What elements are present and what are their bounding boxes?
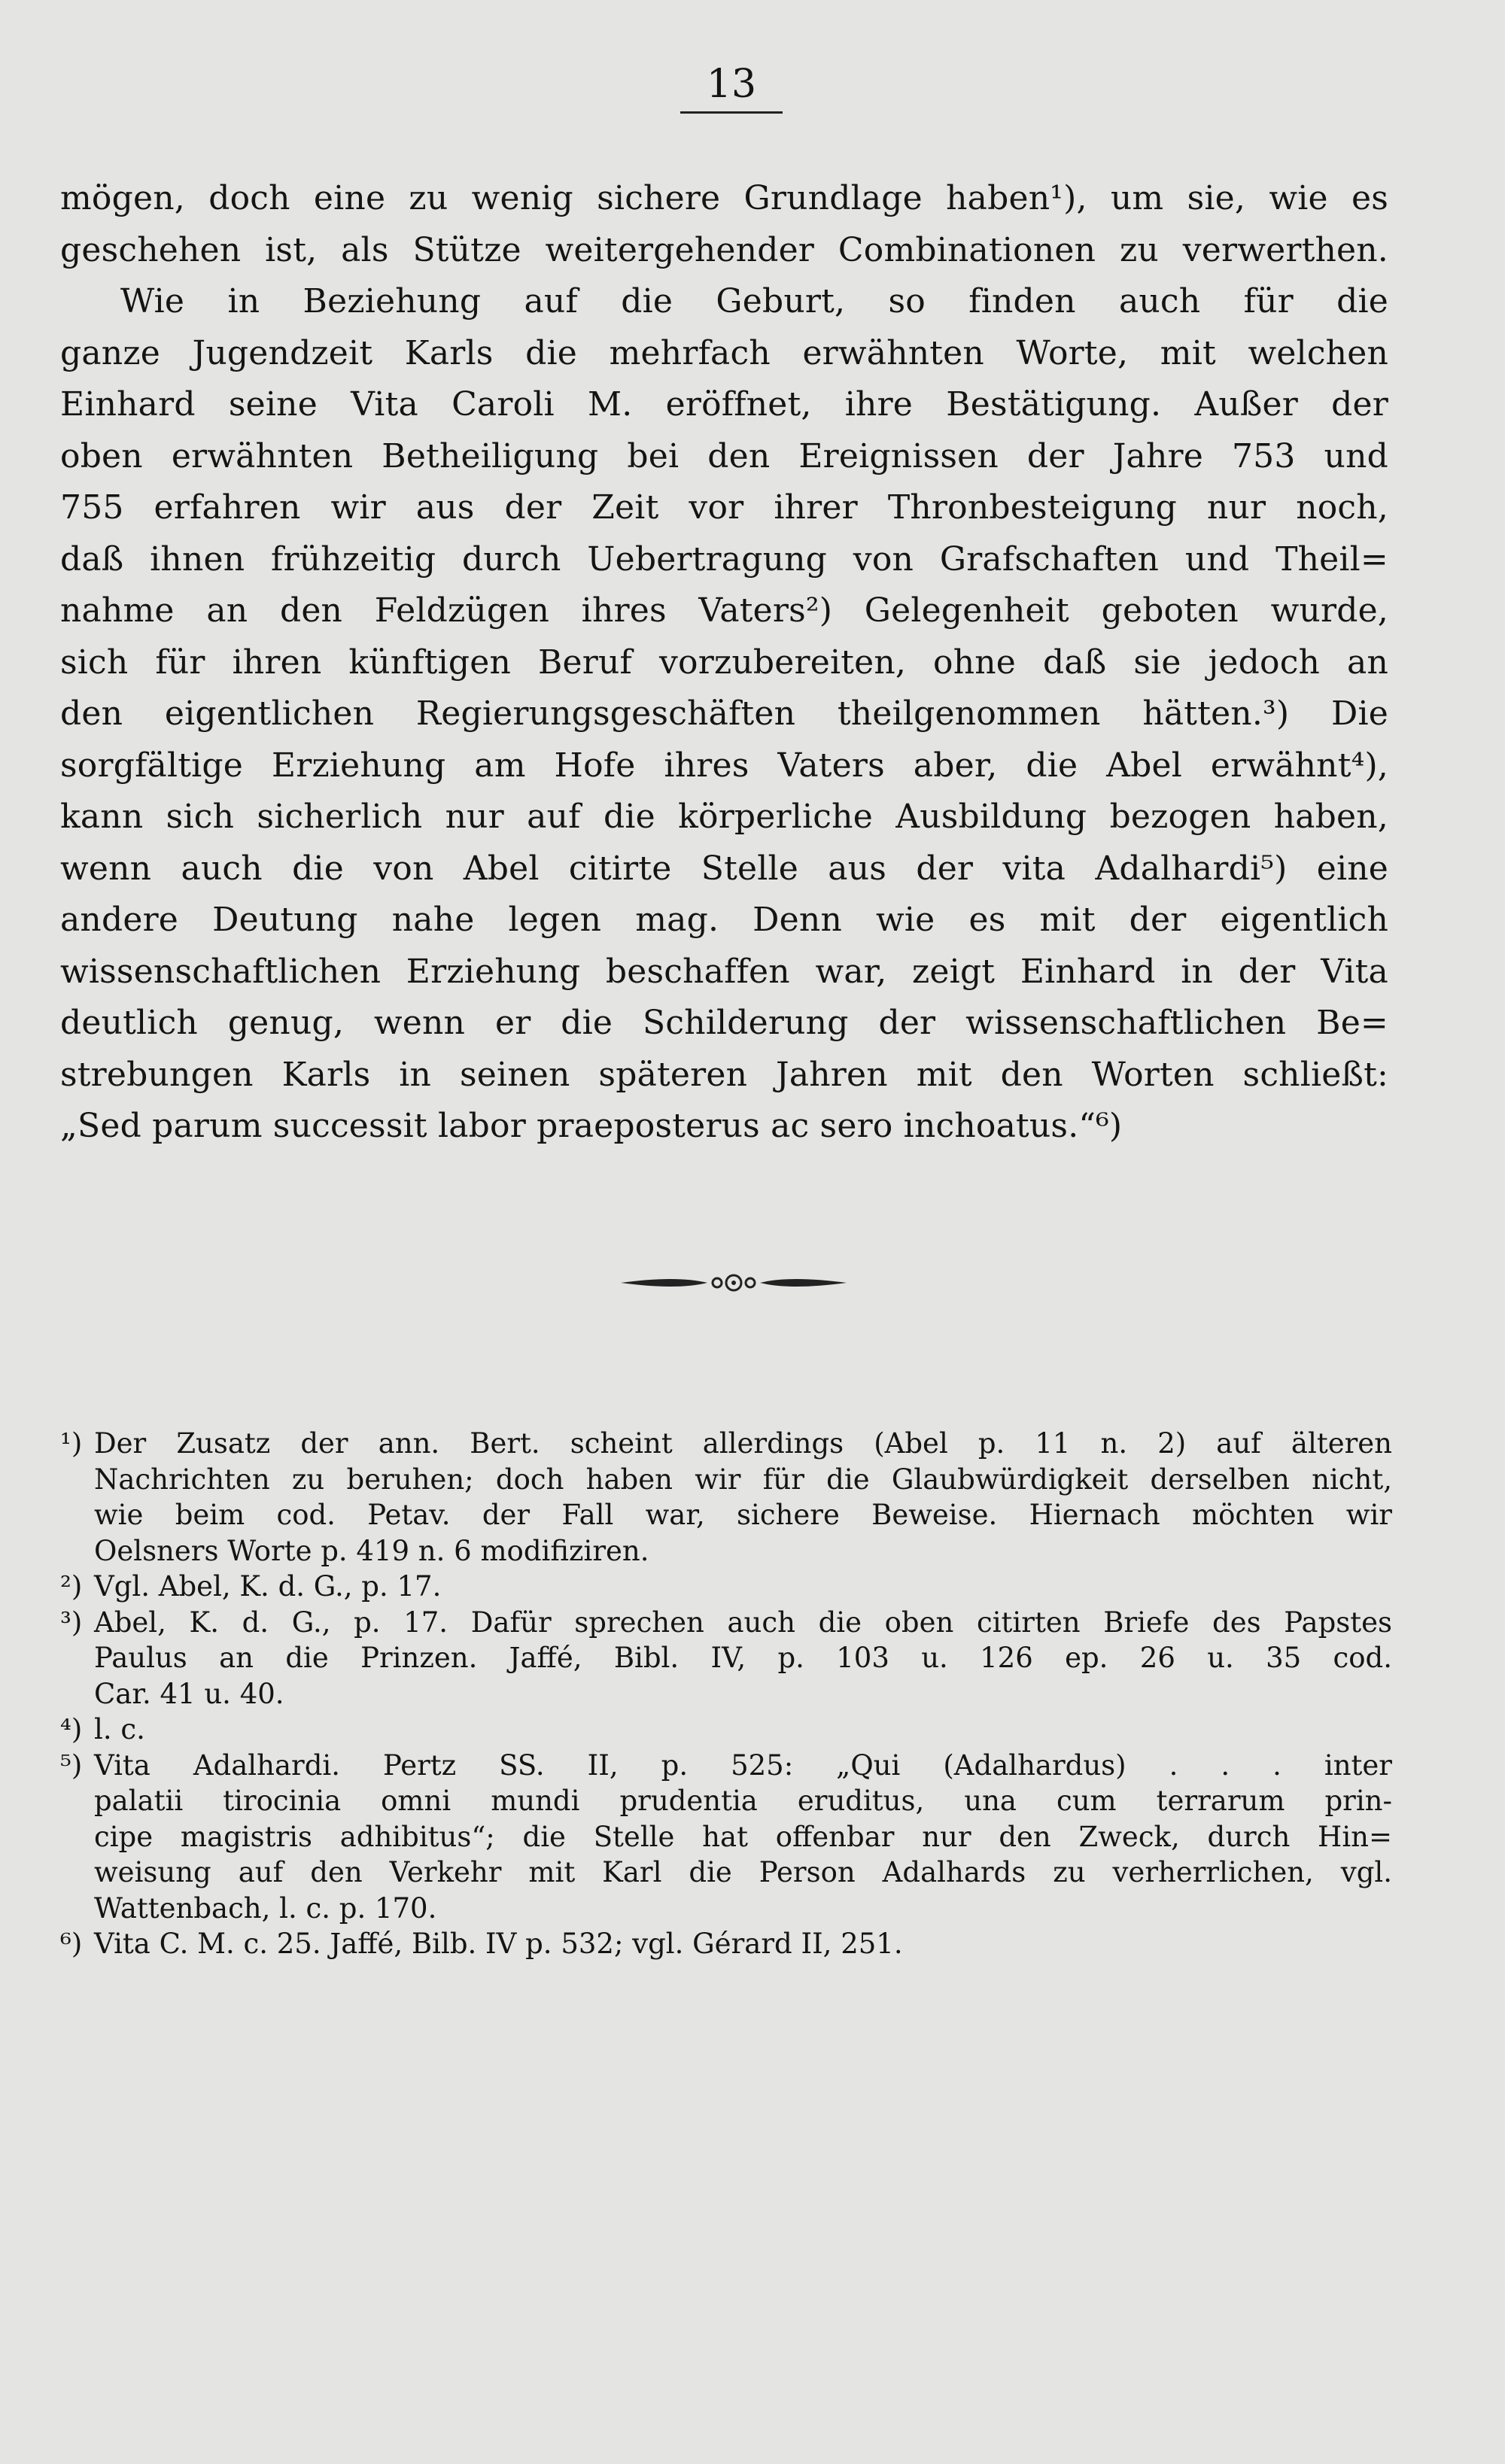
footnote-line: ⁴) l. c. — [60, 1712, 1392, 1748]
body-line: geschehen ist, als Stütze weitergehender Combinationen zu verwerthen. — [60, 230, 1388, 269]
footnote-line: ³) Abel, K. d. G., p. 17. Dafür sprechen auch die oben citirten Briefe des Papstes — [60, 1605, 1392, 1641]
footnote-line: ⁶) Vita C. M. c. 25. Jaffé, Bilb. IV p. 532; vgl. Gérard II, 251. — [60, 1926, 1392, 1962]
footnote-line: wie beim cod. Petav. der Fall war, sichere Beweise. Hiernach möchten wir — [94, 1499, 1392, 1531]
body-line: ganze Jugendzeit Karls die mehrfach erwähnten Worte, mit welchen — [60, 333, 1388, 372]
footnote-line: weisung auf den Verkehr mit Karl die Person Adalhards zu verherrlichen, vgl. — [94, 1856, 1392, 1888]
footnote-line: Car. 41 u. 40. — [94, 1677, 284, 1710]
footnote-line: cipe magistris adhibitus“; die Stelle hat offenbar nur den Zweck, durch Hin= — [94, 1820, 1392, 1853]
body-line: den eigentlichen Regierungsgeschäften theilgenommen hätten.³) Die — [60, 694, 1388, 733]
ornament-divider — [617, 1268, 850, 1298]
footnotes — [60, 1426, 1392, 1962]
body-text — [60, 173, 1388, 1153]
footnote-marker: ⁶) — [60, 1928, 83, 1960]
body-line: andere Deutung nahe legen mag. Denn wie es mit der eigentlich — [60, 901, 1388, 939]
body-line: sorgfältige Erziehung am Hofe ihres Vaters aber, die Abel erwähnt⁴), — [60, 746, 1388, 785]
body-line: 755 erfahren wir aus der Zeit vor ihrer Thronbesteigung nur noch, — [60, 488, 1388, 527]
footnote-line: Paulus an die Prinzen. Jaffé, Bibl. IV, p. 103 u. 126 ep. 26 u. 35 cod. — [94, 1642, 1392, 1674]
footnote-line: palatii tirocinia omni mundi prudentia eruditus, una cum terrarum prin- — [94, 1785, 1392, 1817]
footnote-line: Nachrichten zu beruhen; doch haben wir für die Glaubwürdigkeit derselben nicht, — [94, 1463, 1392, 1496]
body-line: Wie in Beziehung auf die Geburt, so finden auch für die — [120, 282, 1388, 321]
footnote-marker: ⁵) — [60, 1748, 83, 1782]
footnote-marker: ¹) — [60, 1427, 83, 1460]
body-line: wissenschaftlichen Erziehung beschaffen war, zeigt Einhard in der Vita — [60, 952, 1388, 991]
footnote-line: ⁵) Vita Adalhardi. Pertz SS. II, p. 525: „Qui (Adalhardus) . . . inter — [60, 1748, 1392, 1784]
body-line: strebungen Karls in seinen späteren Jahren mit den Worten schließt: — [60, 1055, 1388, 1094]
page-number: 13 — [680, 60, 783, 114]
footnote-line: ¹) Der Zusatz der ann. Bert. scheint allerdings (Abel p. 11 n. 2) auf älteren — [60, 1426, 1392, 1462]
body-line: Einhard seine Vita Caroli M. eröffnet, ihre Bestätigung. Außer der — [60, 385, 1388, 424]
body-line: kann sich sicherlich nur auf die körperliche Ausbildung bezogen haben, — [60, 798, 1388, 836]
footnote-line: ²) Vgl. Abel, K. d. G., p. 17. — [60, 1569, 1392, 1605]
body-line: deutlich genug, wenn er die Schilderung der wissenschaftlichen Be= — [60, 1004, 1388, 1042]
body-line: mögen, doch eine zu wenig sichere Grundlage haben¹), um sie, wie es — [60, 179, 1388, 217]
body-line: „Sed parum successit labor praeposterus ac sero inchoatus.“⁶) — [60, 1107, 1123, 1145]
body-line: nahme an den Feldzügen ihres Vaters²) Gelegenheit geboten wurde, — [60, 591, 1388, 630]
body-line: daß ihnen frühzeitig durch Uebertragung von Grafschaften und Theil= — [60, 539, 1388, 579]
body-line: oben erwähnten Betheiligung bei den Ereignissen der Jahre 753 und — [60, 436, 1388, 475]
footnote-marker: ²) — [60, 1570, 83, 1603]
body-line: wenn auch die von Abel citirte Stelle aus der vita Adalhardi⁵) eine — [60, 849, 1388, 888]
footnote-marker: ⁴) — [60, 1713, 83, 1745]
footnote-marker: ³) — [60, 1606, 83, 1639]
footnote-line: Oelsners Worte p. 419 n. 6 modifiziren. — [94, 1534, 649, 1567]
footnote-line: Wattenbach, l. c. p. 170. — [94, 1891, 437, 1925]
body-line: sich für ihren künftigen Beruf vorzubereiten, ohne daß sie jedoch an — [60, 643, 1388, 682]
